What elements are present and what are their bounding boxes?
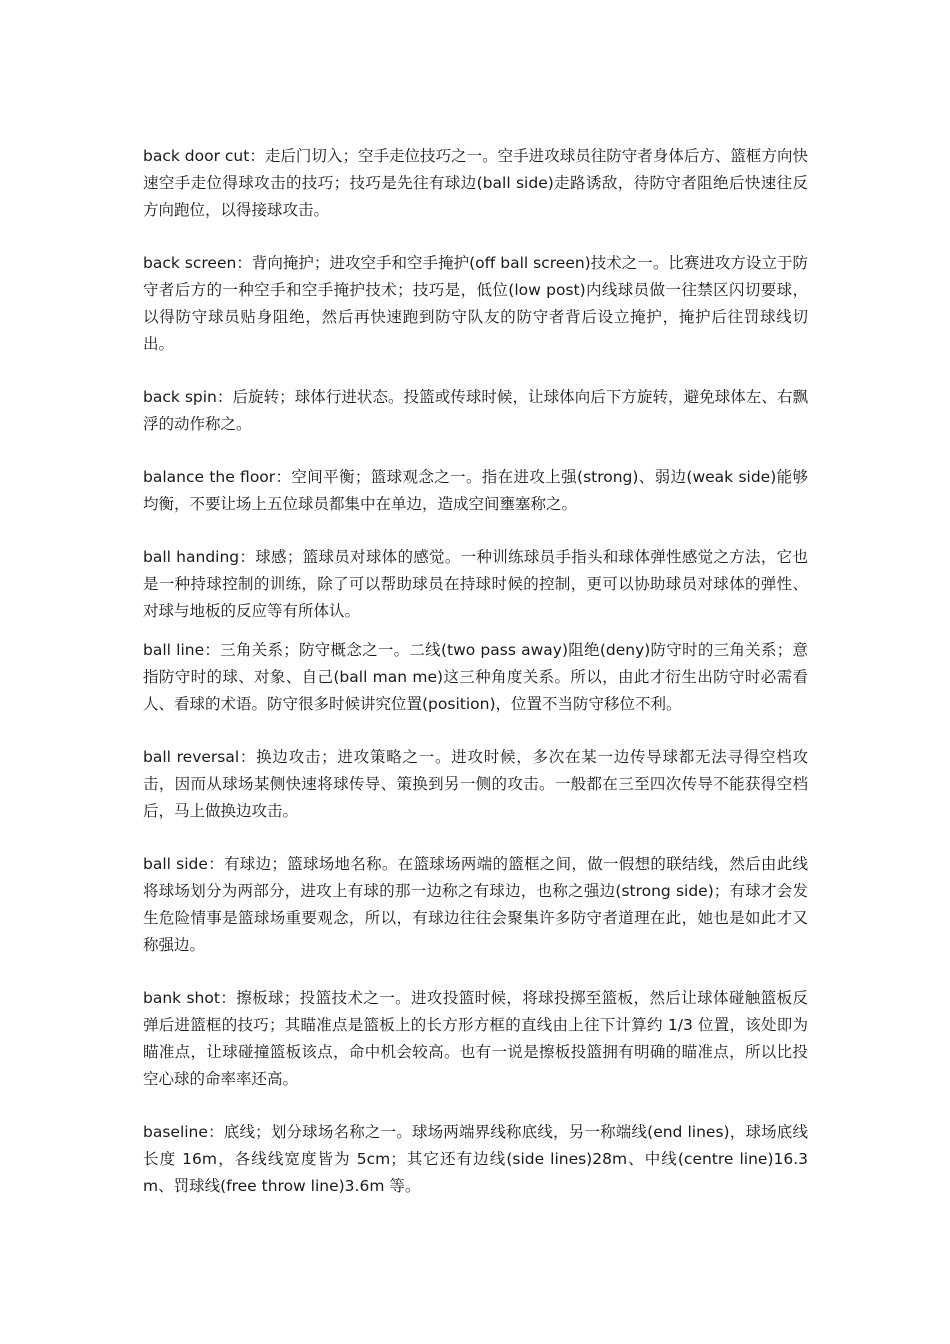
entry-definition: ：走后门切入；空手走位技巧之一。空手进攻球员往防守者身体后方、篮框方向快速空手走位得球攻击的技巧；技巧是先往有球边(ball side)走路诱敌，待防守者阻绝后快速往反方向跑位，以得接球攻击。	[143, 147, 808, 219]
entry-definition: ：底线；划分球场名称之一。球场两端界线称底线，另一称端线(end lines)，球场底线长度 16m，各线线宽度皆为 5cm；其它还有边线(side lines)28m、中线(centre line)16.3m、罚球线(free throw line)3.6m 等。	[143, 1123, 808, 1195]
entry-definition: ：后旋转；球体行进状态。投篮或传球时候，让球体向后下方旋转，避免球体左、右飘浮的动作称之。	[143, 388, 808, 433]
entry-definition: ：换边攻击；进攻策略之一。进攻时候，多次在某一边传导球都无法寻得空档攻击，因而从球场某侧快速将球传导、策换到另一侧的攻击。一般都在三至四次传导不能获得空档后，马上做换边攻击。	[143, 748, 808, 820]
entry-term: ball reversal	[143, 748, 240, 766]
entry-term: back screen	[143, 254, 237, 272]
entry-term: back spin	[143, 388, 217, 406]
entry-definition: ：空间平衡；篮球观念之一。指在进攻上强(strong)、弱边(weak side)能够均衡，不要让场上五位球员都集中在单边，造成空间壅塞称之。	[143, 468, 808, 513]
entry-term: ball handing	[143, 548, 240, 566]
glossary-entry	[143, 544, 808, 625]
glossary-entry	[143, 985, 808, 1093]
entry-term: ball side	[143, 855, 208, 873]
entry-definition: ：有球边；篮球场地名称。在篮球场两端的篮框之间，做一假想的联结线，然后由此线将球场划分为两部分，进攻上有球的那一边称之有球边，也称之强边(strong side)；有球才会发生危险情事是篮球场重要观念，所以，有球边往往会聚集许多防守者道理在此，她也是如此才又称强边。	[143, 855, 808, 954]
entry-term: balance the floor	[143, 468, 276, 486]
glossary-entry	[143, 637, 808, 718]
entry-definition: ：三角关系；防守概念之一。二线(two pass away)阻绝(deny)防守时的三角关系；意指防守时的球、对象、自己(ball man me)这三种角度关系。所以，由此才衍生出防守时必需看人、看球的术语。防守很多时候讲究位置(position)，位置不当防守移位不利。	[143, 641, 808, 713]
glossary-body	[143, 143, 808, 1200]
entry-term: bank shot	[143, 989, 220, 1007]
glossary-entry	[143, 744, 808, 825]
glossary-entry	[143, 464, 808, 518]
entry-term: back door cut	[143, 147, 250, 165]
entry-definition: ：球感；篮球员对球体的感觉。一种训练球员手指头和球体弹性感觉之方法，它也是一种持球控制的训练，除了可以帮助球员在持球时候的控制，更可以协助球员对球体的弹性、对球与地板的反应等有所体认。	[143, 548, 808, 620]
glossary-entry	[143, 851, 808, 959]
glossary-entry	[143, 384, 808, 438]
entry-term: baseline	[143, 1123, 208, 1141]
entry-definition: ：擦板球；投篮技术之一。进攻投篮时候，将球投掷至篮板，然后让球体碰触篮板反弹后进篮框的技巧；其瞄准点是篮板上的长方形方框的直线由上往下计算约 1/3 位置，该处即为瞄准点，让球碰撞篮板该点，命中机会较高。也有一说是擦板投篮拥有明确的瞄准点，所以比投空心球的命率率还高。	[143, 989, 808, 1088]
entry-term: ball line	[143, 641, 205, 659]
glossary-entry	[143, 1119, 808, 1200]
entry-definition: ：背向掩护；进攻空手和空手掩护(off ball screen)技术之一。比赛进攻方设立于防守者后方的一种空手和空手掩护技术；技巧是，低位(low post)内线球员做一往禁区闪切要球，以得防守球员贴身阻绝，然后再快速跑到防守队友的防守者背后设立掩护，掩护后往罚球线切出。	[143, 254, 808, 353]
glossary-entry	[143, 250, 808, 358]
glossary-entry	[143, 143, 808, 224]
